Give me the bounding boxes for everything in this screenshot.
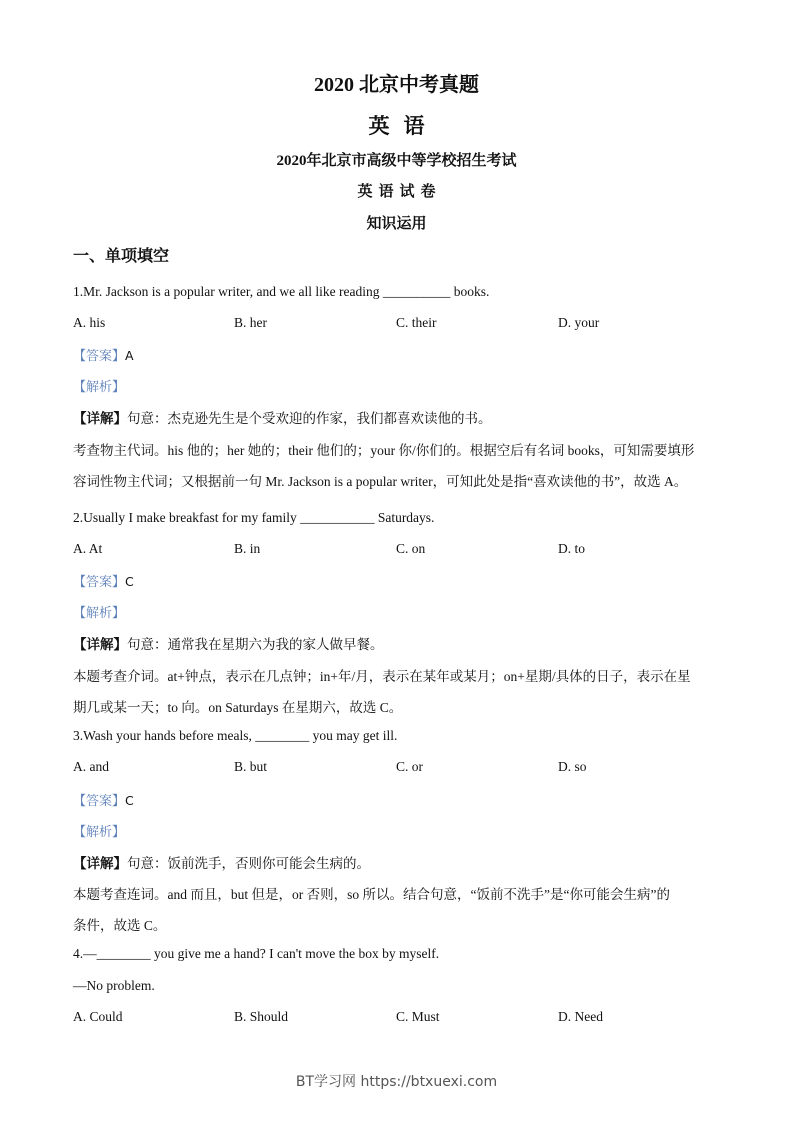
analysis-line bbox=[73, 376, 125, 395]
footer-watermark: BT学习网 https://btxuexi.com bbox=[295, 1074, 498, 1090]
detail-line bbox=[73, 633, 384, 653]
answer-value: C bbox=[125, 574, 134, 589]
exam-title: 2020年北京市高级中等学校招生考试 bbox=[276, 153, 517, 169]
answer-blank: ________ bbox=[96, 946, 151, 961]
option-d: D. so bbox=[558, 759, 587, 774]
section-heading: 一、单项填空 bbox=[73, 248, 170, 265]
option-d: D. your bbox=[558, 315, 600, 330]
paper-title: 英语试卷 bbox=[357, 184, 442, 200]
option-b: B. but bbox=[234, 759, 268, 774]
stem-text: you give me a hand? I can't move the box by myself. bbox=[150, 946, 440, 961]
answer-line bbox=[73, 571, 134, 590]
detail-line: 本题考查介词。at+钟点，表示在几点钟；in+年/月，表示在某年或某月；on+星期/具体的日子，表示在星 bbox=[73, 669, 691, 684]
option-c: C. Must bbox=[396, 1009, 440, 1024]
answer-line bbox=[73, 790, 134, 809]
part-title: 知识运用 bbox=[366, 216, 427, 232]
detail-line: 条件，故选 C。 bbox=[73, 918, 167, 933]
option-a: A. his bbox=[73, 315, 106, 330]
detail-label: 【详解】 bbox=[73, 411, 127, 426]
answer-blank: __________ bbox=[382, 284, 451, 299]
option-c: C. on bbox=[396, 541, 426, 556]
stem-text: Wash your hands before meals, bbox=[83, 728, 256, 743]
option-c: C. or bbox=[396, 759, 423, 774]
option-c: C. their bbox=[396, 315, 437, 330]
option-d: D. to bbox=[558, 541, 585, 556]
option-a: A. Could bbox=[73, 1009, 123, 1024]
answer-line bbox=[73, 345, 134, 364]
option-b: B. her bbox=[234, 315, 267, 330]
answer-blank: ___________ bbox=[300, 510, 375, 525]
subject-title: 英语 bbox=[368, 114, 439, 138]
analysis-line bbox=[73, 602, 125, 621]
detail-label: 【详解】 bbox=[73, 856, 127, 871]
detail-line: 期几或某一天；to 向。on Saturdays 在星期六，故选 C。 bbox=[73, 700, 403, 715]
document-title: 2020 北京中考真题 bbox=[314, 74, 479, 96]
question-number: 2. bbox=[73, 510, 84, 525]
question-4-reply: —No problem. bbox=[73, 978, 155, 993]
answer-value: C bbox=[125, 793, 134, 808]
analysis-label: 【解析】 bbox=[73, 825, 126, 840]
answer-label: 【答案】 bbox=[73, 794, 126, 809]
option-b: B. in bbox=[234, 541, 261, 556]
answer-blank: ________ bbox=[255, 728, 310, 743]
stem-text: books. bbox=[450, 284, 490, 299]
stem-text: you may get ill. bbox=[309, 728, 398, 743]
analysis-label: 【解析】 bbox=[73, 606, 126, 621]
detail-text: 句意：杰克逊先生是个受欢迎的作家，我们都喜欢读他的书。 bbox=[127, 411, 492, 426]
question-3-stem bbox=[73, 728, 397, 744]
question-number: 1. bbox=[73, 284, 84, 299]
detail-line: 容词性物主代词；又根据前一句 Mr. Jackson is a popular writer，可知此处是指“喜欢读他的书”，故选 A。 bbox=[73, 474, 688, 489]
option-a: A. and bbox=[73, 759, 109, 774]
detail-text: 句意：饭前洗手，否则你可能会生病的。 bbox=[127, 856, 370, 871]
answer-value: A bbox=[125, 348, 134, 363]
detail-line bbox=[73, 852, 370, 872]
question-number: 4. bbox=[73, 946, 84, 961]
stem-text: Usually I make breakfast for my family bbox=[83, 510, 301, 525]
option-b: B. Should bbox=[234, 1009, 289, 1024]
stem-text: — bbox=[83, 946, 97, 961]
question-number: 3. bbox=[73, 728, 84, 743]
stem-text: Mr. Jackson is a popular writer, and we all like reading bbox=[83, 284, 383, 299]
detail-label: 【详解】 bbox=[73, 637, 127, 652]
question-1-stem bbox=[73, 284, 489, 300]
detail-line bbox=[73, 407, 492, 427]
option-a: A. At bbox=[73, 541, 103, 556]
detail-line: 本题考查连词。and 而且，but 但是，or 否则，so 所以。结合句意，“饭前不洗手”是“你可能会生病”的 bbox=[73, 887, 670, 902]
detail-text: 句意：通常我在星期六为我的家人做早餐。 bbox=[127, 637, 384, 652]
option-d: D. Need bbox=[558, 1009, 603, 1024]
stem-text: Saturdays. bbox=[374, 510, 435, 525]
answer-label: 【答案】 bbox=[73, 349, 126, 364]
detail-line: 考查物主代词。his 他的；her 她的；their 他们的；your 你/你们的。根据空后有名词 books，可知需要填形 bbox=[73, 443, 695, 458]
answer-label: 【答案】 bbox=[73, 575, 126, 590]
question-2-stem bbox=[73, 510, 434, 526]
analysis-label: 【解析】 bbox=[73, 380, 126, 395]
question-4-stem bbox=[73, 946, 439, 962]
analysis-line bbox=[73, 821, 125, 840]
